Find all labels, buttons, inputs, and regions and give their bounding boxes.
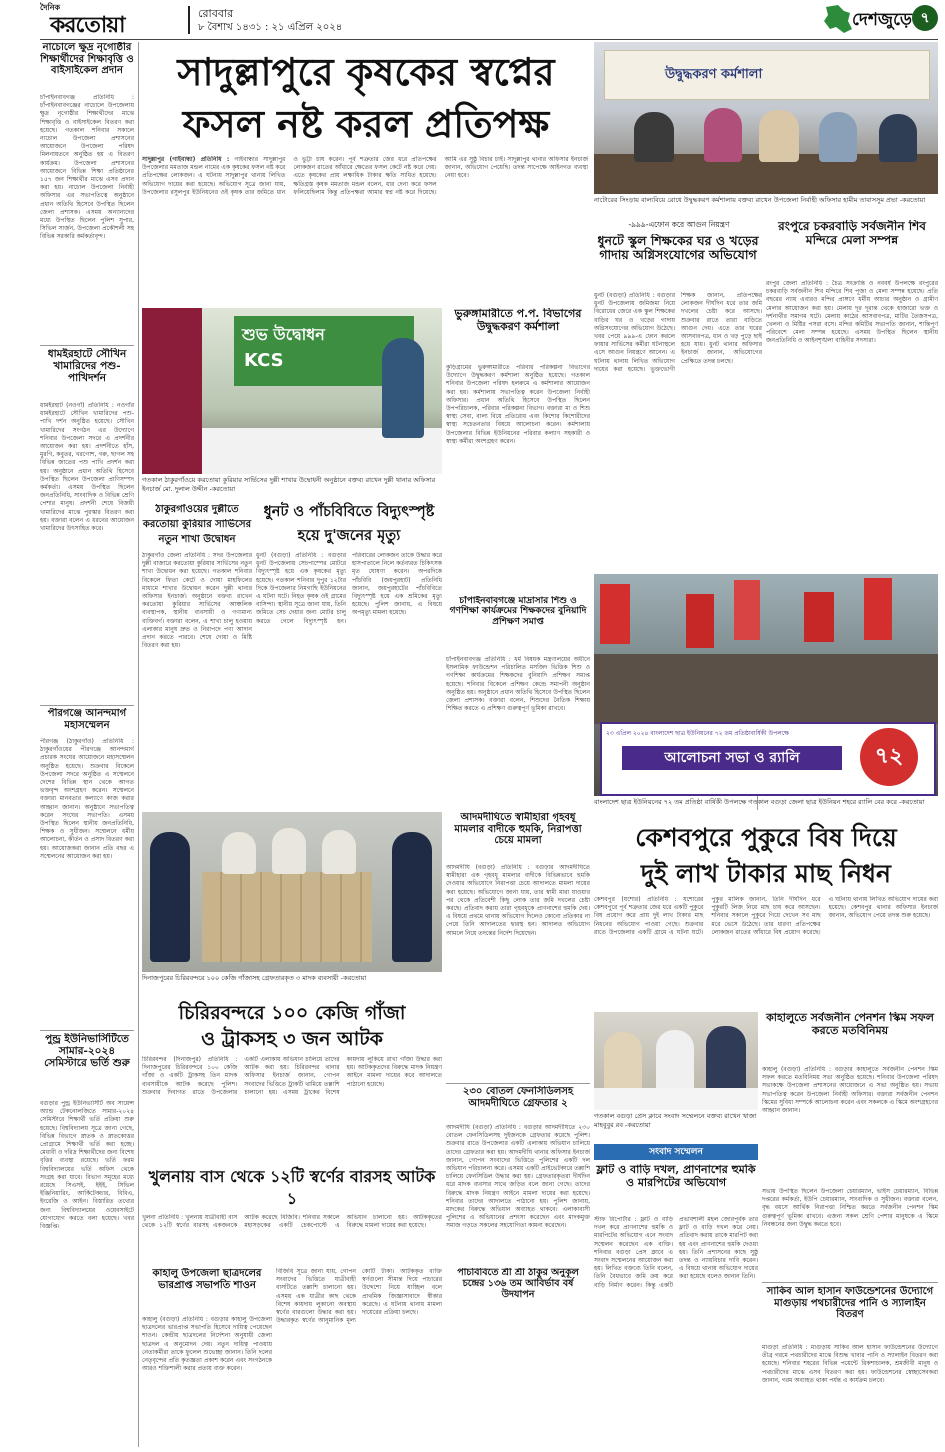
main-story-byline: সাদুল্লাপুর (গাইবান্ধা) প্রতিনিধি :	[142, 156, 230, 163]
adamdighi-body: আদমদীঘি (বগুড়া) প্রতিনিধি : বগুড়ার আদমদীঘিতে স্বামীহারা এক গৃহবধূ মামলার বাদীকে বিভিন্নভাবে হুমকি দেওয়ার অভিযোগে নিরাপত্তা চেয়ে আদালতে মামলা দায়ের করা হয়েছে। অভিযোগে জানা যায়, তার স্বামী মারা যাওয়ার পর থেকে প্রতিবেশী কিছু লোক তার জমি দখলের চেষ্টা করছে। প্রতিবাদ করায় তারা গৃহবধূকে প্রাণনাশের হুমকি দেয়। এ বিষয়ে প্রথমে থানায় অভিযোগ দিলেও কোনো প্রতিকার না পেয়ে তিনি আদালতের দ্বারস্থ হন। আদালত অভিযোগ আমলে নিয়ে তদন্তের নির্দেশ দিয়েছেন।	[446, 864, 590, 937]
rally-flag	[864, 578, 892, 640]
press-body: স্টাফ রিপোর্টার : ফ্লাট ও বাড়ি দখল করে প্রাণনাশের হুমকি ও মারপিটের অভিযোগ এনে সংবাদ সম্মেলন করেছেন এক ব্যক্তি। শনিবার বগুড়া প্রেস ক্লাবে এ সংবাদ সম্মেলনের আয়োজন করা হয়। লিখিত বক্তব্যে তিনি বলেন, তিনি বৈধভাবে জমি ক্রয় করে বাড়ি নির্মাণ করেন। কিন্তু একটি প্রভাবশালী মহল জোরপূর্বক তার ফ্লাট ও বাড়ি দখল করে নেয়। প্রতিবাদ করায় তাকে মারপিট করা হয় এবং প্রাণনাশের হুমকি দেওয়া হয়। তিনি প্রশাসনের কাছে সুষ্ঠু তদন্ত ও ন্যায়বিচার দাবি করেন। এ বিষয়ে থানায় অভিযোগ দায়ের করা হয়েছে বলেও জানান তিনি।	[594, 1216, 758, 1289]
story-dhamoirhat-headline: ধামইরহাটে সৌখিন খামারিদের পশু-পাখিদর্শন	[47, 348, 127, 385]
press-conference-label: সংবাদ সম্মেলন	[649, 1147, 703, 1157]
workshop-photo-caption: নাটোরের সিংড়ায় বাল্যবিয়ে রোধে উদ্বুদ্ধকরণ কর্মশালায় বক্তব্য রাখেন উপজেলা নির্বাহী অফিসার হামীম তাবাসসুম প্রভা -করতোয়া	[594, 196, 926, 204]
thakurgaon-headline-b: করতোয়া কুরিয়ার সার্ভিসের	[142, 519, 252, 530]
person-silhouette	[392, 832, 432, 962]
kurigram-headline: ভুরুঙ্গামারীতে প.প. বিভাগের উদ্বুদ্ধকরণ কর্মশালা	[454, 308, 582, 333]
rally-logo	[860, 728, 918, 786]
bottom-right-body: মাগুড়া প্রতিনিধি : মাগুড়ায় সাকিব আল হাসান ফাউন্ডেশনের উদ্যোগে তীব্র গরমে পথচারীদের মাঝে বিশুদ্ধ খাবার পানি ও স্যালাইন বিতরণ করা হয়েছে। শনিবার শহরের বিভিন্ন পয়েন্টে রিকশাচালক, শ্রমজীবী মানুষ ও পথচারীদের মাঝে এসব বিতরণ করা হয়। ফাউন্ডেশনের স্বেচ্ছাসেবকরা জানান, গরম অব্যাহত থাকা পর্যন্ত এ কার্যক্রম চলবে।	[762, 1344, 938, 1384]
rangpur-body: রংপুর জেলা প্রতিনিধি : চৈত্র সংক্রান্তি ও নববর্ষ উপলক্ষে রংপুরের চকরবাড়ি সর্বজনীন শিব মন্দিরে শিব পূজা ও মেলা সম্পন্ন হয়েছে। প্রতি বছরের ন্যায় এবারও মন্দির প্রাঙ্গণে ধর্মীয় আচার অনুষ্ঠান ও গ্রামীণ মেলার আয়োজন করা হয়। মেলায় দূর দূরান্ত থেকে হাজারো ভক্ত ও দর্শনার্থীর সমাগম ঘটে। মেলায় কাঠের আসবাবপত্র, মাটির তৈজসপত্র, খেলনা ও মিষ্টির পসরা বসে। মন্দির কমিটির সভাপতি জানান, শান্তিপূর্ণ পরিবেশে মেলা সম্পন্ন হয়েছে। এসময় উপস্থিত ছিলেন স্থানীয় জনপ্রতিনিধি ও আইনশৃঙ্খলা বাহিনীর সদস্যরা।	[766, 280, 938, 345]
kcs-sign-text: KCS	[244, 350, 284, 371]
masthead-day: রোববার	[198, 7, 234, 19]
masthead-divider	[188, 6, 190, 34]
col1-rule-a	[40, 345, 134, 346]
main-headline-line-2: ফসল নষ্ট করল প্রতিপক্ষ	[182, 101, 550, 146]
story-pundra-headline: পুন্ড্র ইউনিভার্সিটিতে সামার-২০২৪ সেমিস্টারে ভর্তি শুরু	[44, 1033, 130, 1070]
kahalu-chatra-headline: কাহালু উপজেলা ছাত্রদলের ভারপ্রাপ্ত সভাপতি শাওন	[152, 1268, 262, 1291]
person-silhouette	[706, 1026, 746, 1092]
person-silhouette	[879, 114, 917, 162]
rally-banner	[600, 722, 936, 796]
thakurgaon-body: ঠাকুরগাঁও জেলা প্রতিনিধি : সদর উপজেলার দুল্লী বাজারে করতোয়া কুরিয়ার সার্ভিসের নতুন শাখা উদ্বোধন করা হয়েছে। গতকাল শনিবার বিকেলে ফিতা কেটে ও দোয়া মাহফিলের মাধ্যমে শাখার উদ্বোধন করেন দুল্লী থানার অফিসার ইনচার্জ। অনুষ্ঠানে বক্তব্য রাখেন করতোয়া কুরিয়ার সার্ভিসের আঞ্চলিক ব্যবস্থাপক, স্থানীয় ব্যবসায়ী ও গণ্যমান্য ব্যক্তিবর্গ। বক্তারা বলেন, এ শাখা চালু হওয়ায় এলাকার মানুষ দ্রুত ও নিরাপদে পণ্য আদান প্রদান করতে পারবে। শেষে দোয়া ও মিষ্টি বিতরণ করা হয়।	[142, 552, 252, 650]
bottom-right-rule	[762, 1282, 938, 1283]
col1-rule-b	[40, 705, 134, 706]
mid-rule-a	[446, 1083, 590, 1084]
rally-logo-text: ৭২	[874, 744, 904, 769]
rally-crowd	[594, 654, 938, 724]
person-silhouette	[704, 108, 742, 162]
person-silhouette	[634, 112, 674, 162]
press-table	[594, 1088, 758, 1110]
story-dhamoirhat-body: ধামইরহাট (নওগাঁ) প্রতিনিধি : নওগাঁর ধামইরহাটে সৌখিন খামারিদের পশু-পাখি দর্শন অনুষ্ঠিত হয়েছে। সৌখিন খামারিদের সংগঠন এর উদ্যোগে শনিবার উপজেলা সদরে এ প্রদর্শনীর আয়োজন করা হয়। প্রদর্শনীতে হাঁস, মুরগি, কবুতর, খরগোশ, গরু, ছাগল সহ বিভিন্ন জাতের পশু পাখি প্রদর্শন করা হয়। অনুষ্ঠানে প্রধান অতিথি হিসেবে উপস্থিত ছিলেন উপজেলা প্রাণিসম্পদ কর্মকর্তা। এসময় উপস্থিত ছিলেন জনপ্রতিনিধি, সাংবাদিক ও বিভিন্ন শ্রেণি পেশার মানুষ। প্রদর্শনী শেষে বিজয়ী খামারিদের মাঝে পুরস্কার বিতরণ করা হয়। বক্তারা বলেন এ ধরনের আয়োজন খামারিদের উৎসাহিত করে।	[40, 402, 134, 533]
ganja-packages	[202, 872, 372, 962]
panchbibi-headline: পাঁচবিবিতে শ্রী শ্রী ঠাকুর অনুকূল চন্দ্রের ১৩৬ তম আবির্ভাব বর্ষ উদযাপন	[446, 1268, 590, 1312]
rally-flag	[686, 594, 714, 648]
ganja-photo-caption: দিনাজপুরের চিরিরবন্দরে ১০০ কেজি গাঁজাসহ গ্রেফতারকৃত ৩ মাদক ব্যবসায়ী -করতোয়া	[142, 974, 367, 982]
chapai-body: চাঁপাইনবাবগঞ্জ প্রতিনিধি : ধর্ম বিষয়ক মন্ত্রণালয়ের অধীনে ইসলামিক ফাউন্ডেশন পরিচালিত মসজিদ ভিত্তিক শিশু ও গণশিক্ষা কার্যক্রমের শিক্ষকদের বুনিয়াদি প্রশিক্ষণ সমাপ্ত হয়েছে। শনিবার বিকেলে প্রশিক্ষণ কেন্দ্রে সমাপনী অনুষ্ঠান অনুষ্ঠিত হয়। অনুষ্ঠানে প্রধান অতিথি হিসেবে উপস্থিত ছিলেন জেলা প্রশাসক। বক্তারা বলেন, শিশুদের নৈতিক শিক্ষায় শিক্ষিত করতে এ প্রশিক্ষণ গুরুত্বপূর্ণ ভূমিকা রাখবে।	[446, 656, 590, 713]
page-number: ৭	[920, 10, 930, 26]
fire-body: ধুনট (বগুড়া) প্রতিনিধি : বগুড়ার ধুনট উপজেলায় জমিজমা নিয়ে বিরোধের জেরে এক স্কুল শিক্ষকের বাড়ির ঘর ও খড়ের গাদায় অগ্নিসংযোগের অভিযোগ উঠেছে। খবর পেয়ে ৯৯৯-এ ফোন করলে ফায়ার সার্ভিসের কর্মীরা ঘটনাস্থলে এসে আগুন নিয়ন্ত্রণে আনেন। এ ঘটনায় থানায় লিখিত অভিযোগ দায়ের করা হয়েছে। ভুক্তভোগী শিক্ষক জানান, প্রতিপক্ষের লোকজন দীর্ঘদিন ধরে তার জমি দখলের চেষ্টা করে আসছে। শুক্রবার রাতে তারা বাড়িতে আগুন দেয়। এতে তার ঘরের আসবাবপত্র, ধান ও খড় পুড়ে ছাই হয়ে যায়। ধুনট থানার অফিসার ইনচার্জ জানান, অভিযোগের প্রেক্ষিতে তদন্ত চলছে।	[594, 292, 762, 373]
bangladesh-map-icon	[820, 3, 854, 35]
ganja-headline-line-2: ও ট্রাকসহ ৩ জন আটক	[201, 1028, 383, 1050]
rally-banner-line-2: আলোচনা সভা ও র‍্যালি	[622, 746, 842, 770]
ganja-photo	[142, 812, 442, 972]
keshabpur-headline-line-1: কেশবপুরে পুকুরে বিষ দিয়ে	[635, 823, 897, 852]
thakurgaon-headline-c: নতুন শাখা উদ্বোধন	[158, 534, 236, 545]
workshop-photo	[594, 42, 938, 194]
section-name: দেশজুড়ে	[852, 10, 913, 30]
fire-headline: ধুনটে স্কুল শিক্ষকের ঘর ও খড়ের গাদায় অগ্নিসংযোগের অভিযোগ	[597, 234, 759, 263]
keshabpur-body: কেশবপুর (যশোর) প্রতিনিধি : যশোরের কেশবপুরে পূর্ব শত্রুতার জের ধরে একটি পুকুরে বিষ প্রয়োগ করে প্রায় দুই লাখ টাকার মাছ নিধনের অভিযোগ পাওয়া গেছে। শুক্রবার রাতে উপজেলার একটি গ্রামে এ ঘটনা ঘটে। পুকুর মালিক জানান, তিনি দীর্ঘদিন ধরে পুকুরটি লিজ নিয়ে মাছ চাষ করে আসছেন। শনিবার সকালে পুকুরে গিয়ে দেখেন সব মাছ মরে ভেসে উঠেছে। তার ধারণা প্রতিপক্ষের লোকজন রাতের আঁধারে বিষ প্রয়োগ করেছে। এ ঘটনায় থানায় লিখিত অভিযোগ দায়ের করা হয়েছে। কেশবপুর থানার অফিসার ইনচার্জ জানান, অভিযোগ পেয়ে তদন্ত শুরু হয়েছে।	[594, 896, 938, 936]
rally-banner-line-1: ২৩ এপ্রিল ২০২৪ বাংলাদেশ ছাত্র ইউনিয়নের ৭২ তম প্রতিষ্ঠাবার্ষিকী উপলক্ষে	[606, 730, 789, 737]
kcs-decor-left	[142, 308, 202, 474]
press-photo	[594, 1012, 758, 1110]
person-silhouette	[382, 338, 424, 438]
phensedyl-body: আদমদীঘি (বগুড়া) প্রতিনিধি : বগুড়ার আদমদীঘিতে ২৩০ বোতল ফেনসিডিলসহ দুইজনকে গ্রেফতার করেছে পুলিশ। শুক্রবার রাতে উপজেলার একটি এলাকায় অভিযান চালিয়ে তাদের গ্রেফতার করা হয়। আদমদীঘি থানার অফিসার ইনচার্জ জানান, গোপন সংবাদের ভিত্তিতে পুলিশের একটি দল অভিযান পরিচালনা করে। এসময় একটি প্রাইভেটকারে তল্লাশি চালিয়ে ফেনসিডিল উদ্ধার করা হয়। গ্রেফতারকৃতরা দীর্ঘদিন ধরে মাদক ব্যবসার সাথে জড়িত বলে জানা গেছে। তাদের বিরুদ্ধে মাদক নিয়ন্ত্রণ আইনে মামলা দায়ের করা হয়েছে। শনিবার তাদের আদালতে পাঠানো হয়। পুলিশ জানায়, মাদকের বিরুদ্ধে অভিযান অব্যাহত থাকবে। এলাকাবাসী পুলিশের এ অভিযানের প্রশংসা করেছেন এবং মাদকমুক্ত সমাজ গড়তে সকলের সহযোগিতা কামনা করেছেন।	[446, 1124, 590, 1230]
rally-photo-caption: বাংলাদেশ ছাত্র ইউনিয়নের ৭২ তম প্রতিষ্ঠা বার্ষিকী উপলক্ষে গতকাল বগুড়া জেলা ছাত্র ইউনিয়ন শহরে র‍্যালি বের করে -করতোয়া	[594, 798, 925, 806]
khulna-headline: খুলনায় বাস থেকে ১২টি স্বর্ণের বারসহ আটক ১	[148, 1167, 436, 1208]
masthead	[0, 0, 945, 38]
ganja-headline-line-1: চিরিরবন্দরে ১০০ কেজি গাঁজা	[178, 1002, 406, 1024]
person-silhouette	[759, 110, 799, 162]
phensedyl-headline: ২৩০ বোতল ফেনসিডিলসহ আদমদীঘিতে গ্রেফতার ২	[462, 1086, 574, 1109]
person-silhouette	[222, 832, 256, 874]
main-headline-line-1: সাদুল্লাপুরে কৃষকের স্বপ্নের	[177, 49, 555, 94]
press-photo-caption: গতকাল বগুড়া প্রেস ক্লাবে সংবাদ সম্মেলনে বক্তব্য রাখেন খাজা মাহবুবুর রব -করতোয়া	[594, 1112, 757, 1129]
press-headline: ফ্লাট ও বাড়ি দখল, প্রাণনাশের হুমকি ও মারপিটের অভিযোগ	[596, 1164, 756, 1189]
adamdighi-headline: আদমদীঘিতে স্বামীহারা গৃহবধূ মামলার বাদীকে হুমকি, নিরাপত্তা চেয়ে মামলা	[454, 812, 582, 846]
col-rule-1	[138, 42, 139, 1447]
kurigram-body: কুড়িগ্রামের ভুরুঙ্গামারীতে পরিবার পরিকল্পনা বিভাগের উদ্যোগে উদ্বুদ্ধকরণ কর্মশালা অনুষ্ঠিত হয়েছে। গতকাল শনিবার উপজেলা পরিষদ হলরুমে এ কর্মশালার আয়োজন করা হয়। কর্মশালায় সভাপতিত্ব করেন উপজেলা নির্বাহী অফিসার। প্রধান অতিথি হিসেবে উপস্থিত ছিলেন উপপরিচালক, পরিবার পরিকল্পনা বিভাগ। বক্তারা মা ও শিশু স্বাস্থ্য সেবা, বাল্য বিয়ে প্রতিরোধ এবং কিশোর কিশোরীদের স্বাস্থ্য সচেতনতার বিষয়ে আলোচনা করেন। কর্মশালায় উপজেলার বিভিন্ন ইউনিয়নের পরিবার কল্যাণ সহকারী ও স্বাস্থ্য কর্মীরা অংশগ্রহণ করেন।	[446, 364, 590, 445]
dhunat-death-body: ধুনট (বগুড়া) প্রতিনিধি : বগুড়ার ধুনট উপজেলায় সেচপাম্পের মোটরে বিদ্যুৎস্পৃষ্ট হয়ে এক কৃষকের মৃত্যু হয়েছে। গতকাল শনিবার দুপুর ১২টার দিকে উপজেলার নিমগাছি ইউনিয়নের এ ঘটনা ঘটে। নিহত কৃষক ওই গ্রামের বাসিন্দা। স্থানীয় সূত্রে জানা যায়, তিনি জমিতে সেচ দেয়ার জন্য মোটর চালু করতে গেলে বিদ্যুৎস্পৃষ্ট হন। পরিবারের লোকজন তাকে উদ্ধার করে হাসপাতালে নিলে কর্তব্যরত চিকিৎসক মৃত ঘোষণা করেন। অপরদিকে পাঁচবিবি (জয়পুরহাট) প্রতিনিধি জানান, জয়পুরহাটের পাঁচবিবিতে বিদ্যুৎস্পৃষ্ট হয়ে এক শ্রমিকের মৃত্যু হয়েছে। পুলিশ জানায়, এ বিষয়ে অপমৃত্যু মামলা হয়েছে।	[256, 552, 442, 625]
kahalu-chatra-body: কাহালু (বগুড়া) প্রতিনিধি : বগুড়ার কাহালু উপজেলা ছাত্রদলের ভারপ্রাপ্ত সভাপতি হিসেবে দায়িত্ব পেয়েছেন শাওন। কেন্দ্রীয় ছাত্রদলের নির্দেশনা অনুযায়ী জেলা ছাত্রদল এ অনুমোদন দেয়। নতুন দায়িত্ব পাওয়ায় নেতাকর্মীরা তাকে ফুলেল শুভেচ্ছা জানান। তিনি দলের নেতৃবৃন্দের প্রতি কৃতজ্ঞতা প্রকাশ করেন এবং সংগঠনকে আরও শক্তিশালী করার প্রত্যয় ব্যক্ত করেন।	[142, 1316, 272, 1373]
story-pirganj-body: পীরগঞ্জ (ঠাকুরগাঁও) প্রতিনিধি : ঠাকুরগাঁওয়ের পীরগঞ্জে আনন্দমার্গ প্রচারক সংঘের আয়োজনে মহাসম্মেলন অনুষ্ঠিত হয়েছে। শুক্রবার বিকেলে উপজেলা সদরে অনুষ্ঠিত এ সম্মেলনে দেশের বিভিন্ন স্থান থেকে আগত ভক্তবৃন্দ অংশগ্রহণ করেন। সম্মেলনে বক্তারা মানবতার কল্যাণে কাজ করার আহ্বান জানান। অনুষ্ঠানে সভাপতিত্ব করেন সংঘের সভাপতি। এসময় উপস্থিত ছিলেন স্থানীয় জনপ্রতিনিধি, শিক্ষক ও সুধীজন। সম্মেলনে ধর্মীয় আলোচনা, কীর্তন ও প্রসাদ বিতরণ করা হয়। আয়োজকরা জানান প্রতি বছর এ সম্মেলনের আয়োজন করা হয়।	[40, 738, 134, 860]
story-pundra-body: বগুড়ার পুন্ড্র ইউনিভার্সিটি অব সায়েন্স অ্যান্ড টেকনোলজিতে সামার-২০২৪ সেমিস্টারে শিক্ষার্থী ভর্তি প্রক্রিয়া শুরু হয়েছে। বিশ্ববিদ্যালয় সূত্রে জানা গেছে, বিভিন্ন বিভাগে স্নাতক ও স্নাতকোত্তর প্রোগ্রামে শিক্ষার্থী ভর্তি করা হচ্ছে। মেধাবী ও দরিদ্র শিক্ষার্থীদের জন্য বিশেষ বৃত্তির ব্যবস্থা রয়েছে। ভর্তি ফরম বিশ্ববিদ্যালয়ের ভর্তি অফিস থেকে সংগ্রহ করা যাবে। বিভাগ সমূহের মধ্যে রয়েছে সিএসই, ইইই, সিভিল ইঞ্জিনিয়ারিং, আর্কিটেকচার, বিবিএ, ইংরেজি ও আইন। বিস্তারিত তথ্যের জন্য বিশ্ববিদ্যালয়ের ওয়েবসাইটে যোগাযোগ করতে বলা হয়েছে। খবর বিজ্ঞপ্তি।	[40, 1100, 134, 1231]
paper-logo	[40, 2, 160, 36]
person-silhouette	[150, 832, 190, 962]
story-nachol-body: চাঁপাইনবাবগঞ্জ প্রতিনিধি : চাঁপাইনবাবগঞ্জের নাচোলে উপজেলায় ক্ষুদ্র নৃগোষ্ঠীর শিক্ষার্থীদের মাঝে শিক্ষাবৃত্তি ও বাইসাইকেল বিতরণ করা হয়েছে। গতকাল শনিবার সকালে নাচোল উপজেলা প্রশাসনের আয়োজনে উপজেলা পরিষদ মিলনায়তনে অনুষ্ঠিত হয় এ বিতরণ কার্যক্রম। উপজেলা প্রশাসনের আয়োজনে বিভিন্ন শিক্ষা প্রতিষ্ঠানের ১৫৭ জন শিক্ষার্থীর মাঝে এসব প্রদান করা হয়। নাচোল উপজেলা নির্বাহী অফিসার এর সভাপতিত্বে অনুষ্ঠানে প্রধান অতিথি হিসেবে উপস্থিত ছিলেন জেলা প্রশাসক। এসময় অন্যান্যদের মধ্যে উপস্থিত ছিলেন পুলিশ সুপার, সিভিল সার্জন, উপজেলা প্রকৌশলী সহ বিভিন্ন সরকারি কর্মকর্তাবৃন্দ।	[40, 94, 134, 241]
kahalu-pension-headline: কাহালুতে সর্বজনীন পেনশন স্কিম সফল করতে মতবিনিময়	[766, 1012, 934, 1037]
rally-photo	[594, 574, 938, 796]
person-silhouette	[604, 1032, 642, 1092]
press-conference-bar	[594, 1144, 758, 1160]
person-silhouette	[272, 828, 306, 874]
page-number-badge	[912, 5, 938, 31]
kcs-banner-text: শুভ উদ্বোধন	[242, 325, 325, 344]
masthead-rule	[40, 39, 938, 40]
person-silhouette	[656, 1030, 694, 1092]
story-pirganj-headline: পীরগঞ্জে আনন্দমার্গ মহাসম্মেলন	[47, 708, 127, 731]
dhunat-death-headline-line-2: হয়ে দু'জনের মৃত্যু	[297, 527, 401, 544]
fire-kicker: -৯৯৯-এফোন করে আগুন নিয়ন্ত্রণ	[628, 220, 730, 229]
section-logo	[820, 3, 938, 35]
khulna-body: খুলনা প্রতিনিধি : খুলনায় যাত্রীবাহী বাস থেকে ১২টি স্বর্ণের বারসহ একজনকে আটক করেছে বিজিবি। শনিবার সকালে মহাসড়কের একটি চেকপোস্টে এ অভিযান চালানো হয়। আটককৃতের বিরুদ্ধে মামলা দায়ের করা হয়েছে।	[142, 1214, 442, 1230]
workshop-banner-text: উদ্বুদ্ধকরণ কর্মশালা	[665, 67, 763, 82]
masthead-date: ৮ বৈশাখ ১৪৩১ : ২১ এপ্রিল ২০২৪	[198, 22, 343, 33]
rally-flag	[804, 592, 834, 642]
khulna-continued-body: বিজিবি সূত্রে জানা যায়, গোপন সংবাদের ভিত্তিতে যাত্রীবাহী বাসটিতে তল্লাশি চালানো হয়। এসময় এক যাত্রীর কাছ থেকে বিশেষ কায়দায় লুকানো অবস্থায় স্বর্ণের বারগুলো উদ্ধার করা হয়। উদ্ধারকৃত স্বর্ণের আনুমানিক মূল্য কোটি টাকা। আটককৃত ব্যক্তি স্বর্ণগুলো সীমান্ত দিয়ে পাচারের উদ্দেশ্যে নিয়ে যাচ্ছিল বলে প্রাথমিক জিজ্ঞাসাবাদে স্বীকার করেছে। এ ঘটনায় থানায় মামলা দায়েরের প্রক্রিয়া চলছে।	[276, 1268, 442, 1325]
workshop-banner	[604, 50, 930, 100]
keshabpur-headline-line-2: দুই লাখ টাকার মাছ নিধন	[641, 859, 891, 888]
paper-logo-name: করতোয়া	[50, 12, 125, 36]
main-story-body: সাদুল্লাপুর (গাইবান্ধা) প্রতিনিধি : গাইবান্ধার সাদুল্লাপুর উপজেলার মমতাজ মন্ডল নামের এক কৃষকের ফসল নষ্ট করে প্রতিপক্ষের লোকজন। এ ঘটনায় সাদুল্লাপুর থানায় লিখিত অভিযোগ দায়ের করা হয়েছে। অভিযোগ সূত্রে জানা যায়, উপজেলার রসুলপুর ইউনিয়নের ওই কৃষক তার জমিতে ধান ও ভুট্টা চাষ করেন। পূর্ব শত্রুতার জের ধরে প্রতিপক্ষের লোকজন রাতের আঁধারে ক্ষেতের ফসল কেটে নষ্ট করে দেয়। এতে কৃষকের প্রায় লক্ষাধিক টাকার ক্ষতি সাধিত হয়েছে। ক্ষতিগ্রস্ত কৃষক মমতাজ মন্ডল বলেন, ধার দেনা করে ফসল ফলিয়েছিলাম কিন্তু প্রতিপক্ষরা আমার স্বপ্ন নষ্ট করে দিয়েছে। আমি এর সুষ্ঠু বিচার চাই। সাদুল্লাপুর থানার অফিসার ইনচার্জ জানান, অভিযোগ পেয়েছি। তদন্ত সাপেক্ষে আইনগত ব্যবস্থা নেয়া হবে।	[142, 156, 588, 196]
paper-logo-small: দৈনিক	[40, 3, 61, 12]
dhunat-death-headline-line-1: ধুনট ও পাঁচবিবিতে বিদ্যুৎস্পৃষ্ট	[263, 503, 435, 520]
chapai-headline: চাঁপাইনবাবগঞ্জে মাদ্রাসার শিশু ও গণশিক্ষা কার্যক্রমের শিক্ষকদের বুনিয়াদি প্রশিক্ষণ সমাপ্ত	[449, 596, 587, 627]
rally-flag	[734, 580, 760, 640]
col1-rule-c	[40, 1030, 134, 1031]
kcs-photo-caption: গতকাল ঠাকুরগাঁওয়ে করতোয়া কুরিয়ার সার্ভিসের দুল্লী শাখার উদ্বোধনী অনুষ্ঠানে বক্তব্য রাখেন দুল্লী থানার অফিসার ইনচার্জ মো. দুলাল উদ্দীন -করতোয়া	[142, 476, 436, 493]
kcs-photo	[142, 308, 442, 474]
kahalu-pension-body: কাহালু (বগুড়া) প্রতিনিধি : বগুড়ার কাহালুতে সর্বজনীন পেনশন স্কিম সফল করতে মতবিনিময় সভা অনুষ্ঠিত হয়েছে। শনিবার উপজেলা পরিষদ সভাকক্ষে উপজেলা প্রশাসনের আয়োজনে এ সভা অনুষ্ঠিত হয়। সভায় সভাপতিত্ব করেন উপজেলা নির্বাহী অফিসার। বক্তারা সর্বজনীন পেনশন স্কিমের সুবিধা সম্পর্কে আলোচনা করেন এবং সকলকে এ স্কিমে অংশগ্রহণের আহ্বান জানান।	[762, 1066, 938, 1115]
person-silhouette	[322, 830, 356, 874]
kahalu-pension-continued: সভায় উপস্থিত ছিলেন উপজেলা চেয়ারম্যান, ভাইস চেয়ারম্যান, বিভিন্ন দপ্তরের কর্মকর্তা, ইউপি চেয়ারম্যান, সাংবাদিক ও সুধীজন। বক্তারা বলেন, বৃদ্ধ বয়সে আর্থিক নিরাপত্তা নিশ্চিত করতে সর্বজনীন পেনশন স্কিম গুরুত্বপূর্ণ ভূমিকা রাখবে। এজন্য সকল শ্রেণি পেশার মানুষকে এ স্কিমে নিবন্ধনের জন্য উদ্বুদ্ধ করতে হবে।	[762, 1188, 938, 1228]
rangpur-headline: রংপুরে চকরবাড়ি সর্বজনীন শিব মন্দিরে মেলা সম্পন্ন	[778, 220, 926, 247]
person-silhouette	[819, 112, 857, 162]
ganja-body: চিরিরবন্দর (দিনাজপুর) প্রতিনিধি : দিনাজপুরের চিরিরবন্দরে ১০০ কেজি গাঁজা ও একটি ট্রাকসহ তিন মাদক ব্যবসায়ীকে আটক করেছে পুলিশ। শুক্রবার দিবাগত রাতে উপজেলার একটি এলাকায় অভিযান চালিয়ে তাদের আটক করা হয়। চিরিরবন্দর থানার অফিসার ইনচার্জ জানান, গোপন সংবাদের ভিত্তিতে ট্রাকটি থামিয়ে তল্লাশি চালানো হয়। এসময় ট্রাকের বিশেষ কায়দায় লুকিয়ে রাখা গাঁজা উদ্ধার করা হয়। আটককৃতদের বিরুদ্ধে মাদক নিয়ন্ত্রণ আইনে মামলা দায়ের করে আদালতে পাঠানো হয়েছে।	[142, 1056, 442, 1096]
story-nachol-headline: নাচোলে ক্ষুদ্র নৃগোষ্ঠীর শিক্ষার্থীদের শিক্ষাবৃত্তি ও বাইসাইকেল প্রদান	[40, 42, 134, 76]
bottom-right-headline: সাকিব আল হাসান ফাউন্ডেশনের উদ্যোগে মাগুড়ায় পথচারীদের পানি ও স্যালাইন বিতরণ	[766, 1286, 934, 1320]
thakurgaon-headline-a: ঠাকুরগাঁওয়ের দুল্লীতে	[155, 504, 239, 515]
rally-flag	[600, 584, 630, 644]
